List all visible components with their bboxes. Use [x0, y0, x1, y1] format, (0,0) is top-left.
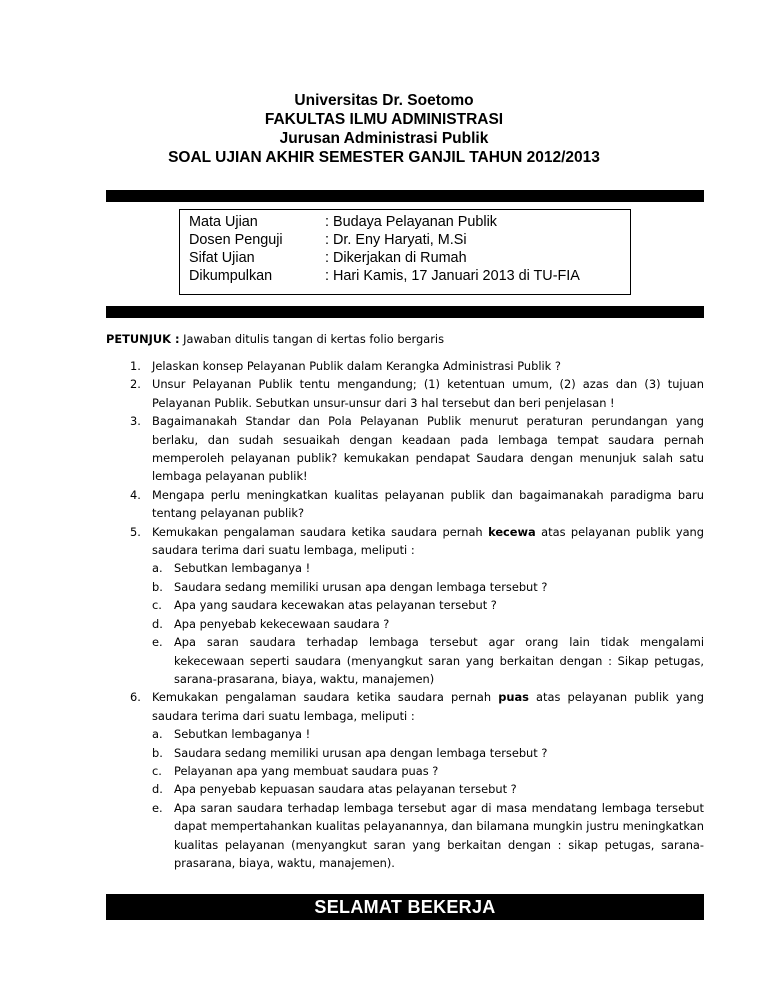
sub-question: b. Saudara sedang memiliki urusan apa dengan lembaga tersebut ?	[152, 579, 548, 594]
question-text: Unsur Pelayanan Publik tentu mengandung; (1) ketentuan umum, (2) azas dan (3) tujuan Pelayanan Publik. Sebutkan unsur-unsur dari 3 hal tersebut dan beri penjelasan !	[152, 377, 704, 410]
question-number: 1.	[130, 359, 141, 373]
emphasis-word: puas	[498, 690, 529, 705]
question-text: Kemukakan pengalaman saudara ketika saudara pernah puas atas pelayanan publik yang saudara terima dari suatu lembaga, meliputi :	[152, 690, 704, 723]
bottom-divider-bar	[106, 306, 704, 318]
question-text: Jelaskan konsep Pelayanan Publik dalam Kerangka Administrasi Publik ?	[152, 359, 561, 373]
question-number: 5.	[130, 524, 141, 539]
top-divider-bar	[106, 190, 704, 202]
exam-info-box	[179, 209, 631, 295]
info-label: Mata Ujian	[189, 214, 258, 230]
sub-question: d. Apa penyebab kepuasan saudara atas pelayanan tersebut ?	[152, 782, 517, 797]
question-number: 3.	[130, 414, 141, 429]
question-item	[106, 688, 704, 872]
info-value: : Hari Kamis, 17 Januari 2013 di TU-FIA	[325, 268, 580, 284]
faculty-name: FAKULTAS ILMU ADMINISTRASI	[264, 111, 504, 128]
question-item	[106, 357, 704, 375]
question-text: Bagaimanakah Standar dan Pola Pelayanan Publik menurut peraturan perundangan yang berlaku, dan sudah sesuaikah dengan keadaan pada lembaga tempat saudara pernah memperoleh pelayanan publik? kemukakan pendapat Saudara dengan menunjuk salah satu lembaga pelayanan publik!	[152, 414, 704, 484]
info-label: Dosen Penguji	[189, 232, 283, 248]
info-row-exam-type	[189, 249, 630, 267]
exam-title: SOAL UJIAN AKHIR SEMESTER GANJIL TAHUN 2012/2013	[168, 149, 600, 166]
question-item	[106, 523, 704, 689]
question-number: 4.	[130, 487, 141, 502]
university-name: Universitas Dr. Soetomo	[294, 92, 474, 109]
sub-question: c. Apa yang saudara kecewakan atas pelayanan tersebut ?	[152, 598, 497, 613]
question-list	[106, 357, 704, 872]
info-value: : Dr. Eny Haryati, M.Si	[325, 232, 467, 248]
instruction-label: PETUNJUK :	[106, 332, 180, 346]
question-item	[106, 375, 704, 412]
info-value: : Budaya Pelayanan Publik	[325, 214, 498, 230]
sub-question: d. Apa penyebab kekecewaan saudara ?	[152, 616, 390, 631]
question-number: 6.	[130, 690, 141, 705]
question-text: Mengapa perlu meningkatkan kualitas pelayanan publik dan bagaimanakah paradigma baru tentang pelayanan publik?	[152, 487, 704, 521]
question-item	[106, 412, 704, 486]
closing-banner: SELAMAT BEKERJA	[106, 894, 704, 920]
instruction-line	[106, 331, 444, 347]
sub-question: c. Pelayanan apa yang membuat saudara puas ?	[152, 763, 439, 778]
info-value: : Dikerjakan di Rumah	[325, 250, 467, 266]
info-row-subject	[189, 213, 630, 231]
info-row-submission	[189, 267, 630, 285]
info-label: Dikumpulkan	[189, 268, 273, 284]
instruction-text: Jawaban ditulis tangan di kertas folio bergaris	[183, 332, 445, 346]
question-number: 2.	[130, 377, 141, 392]
question-item	[106, 486, 704, 523]
sub-question: e. Apa saran saudara terhadap lembaga tersebut agar di masa mendatang lembaga tersebut dapat mempertahankan kualitas pelayanannya, dan bilamana mungkin justru meningkatkan kualitas pelayanan (menyangkut saran yang berkaitan dengan : sikap petugas, sarana-prasarana, biaya, waktu, manajemen).	[152, 800, 704, 870]
emphasis-word: kecewa	[488, 524, 536, 539]
sub-question: a. Sebutkan lembaganya !	[152, 727, 311, 742]
department-name: Jurusan Administrasi Publik	[279, 130, 489, 147]
sub-question: e. Apa saran saudara terhadap lembaga tersebut agar orang lain tidak mengalami kekecewaan seperti saudara (menyangkut saran yang berkaitan dengan : Sikap petugas, sarana-prasarana, biaya, waktu, manajemen)	[152, 635, 704, 686]
sub-question: b. Saudara sedang memiliki urusan apa dengan lembaga tersebut ?	[152, 745, 548, 760]
sub-question: a. Sebutkan lembaganya !	[152, 561, 311, 576]
info-row-examiner	[189, 231, 630, 249]
info-label: Sifat Ujian	[189, 250, 255, 266]
exam-header	[0, 91, 768, 167]
question-text: Kemukakan pengalaman saudara ketika saudara pernah kecewa atas pelayanan publik yang saudara terima dari suatu lembaga, meliputi :	[152, 524, 704, 558]
